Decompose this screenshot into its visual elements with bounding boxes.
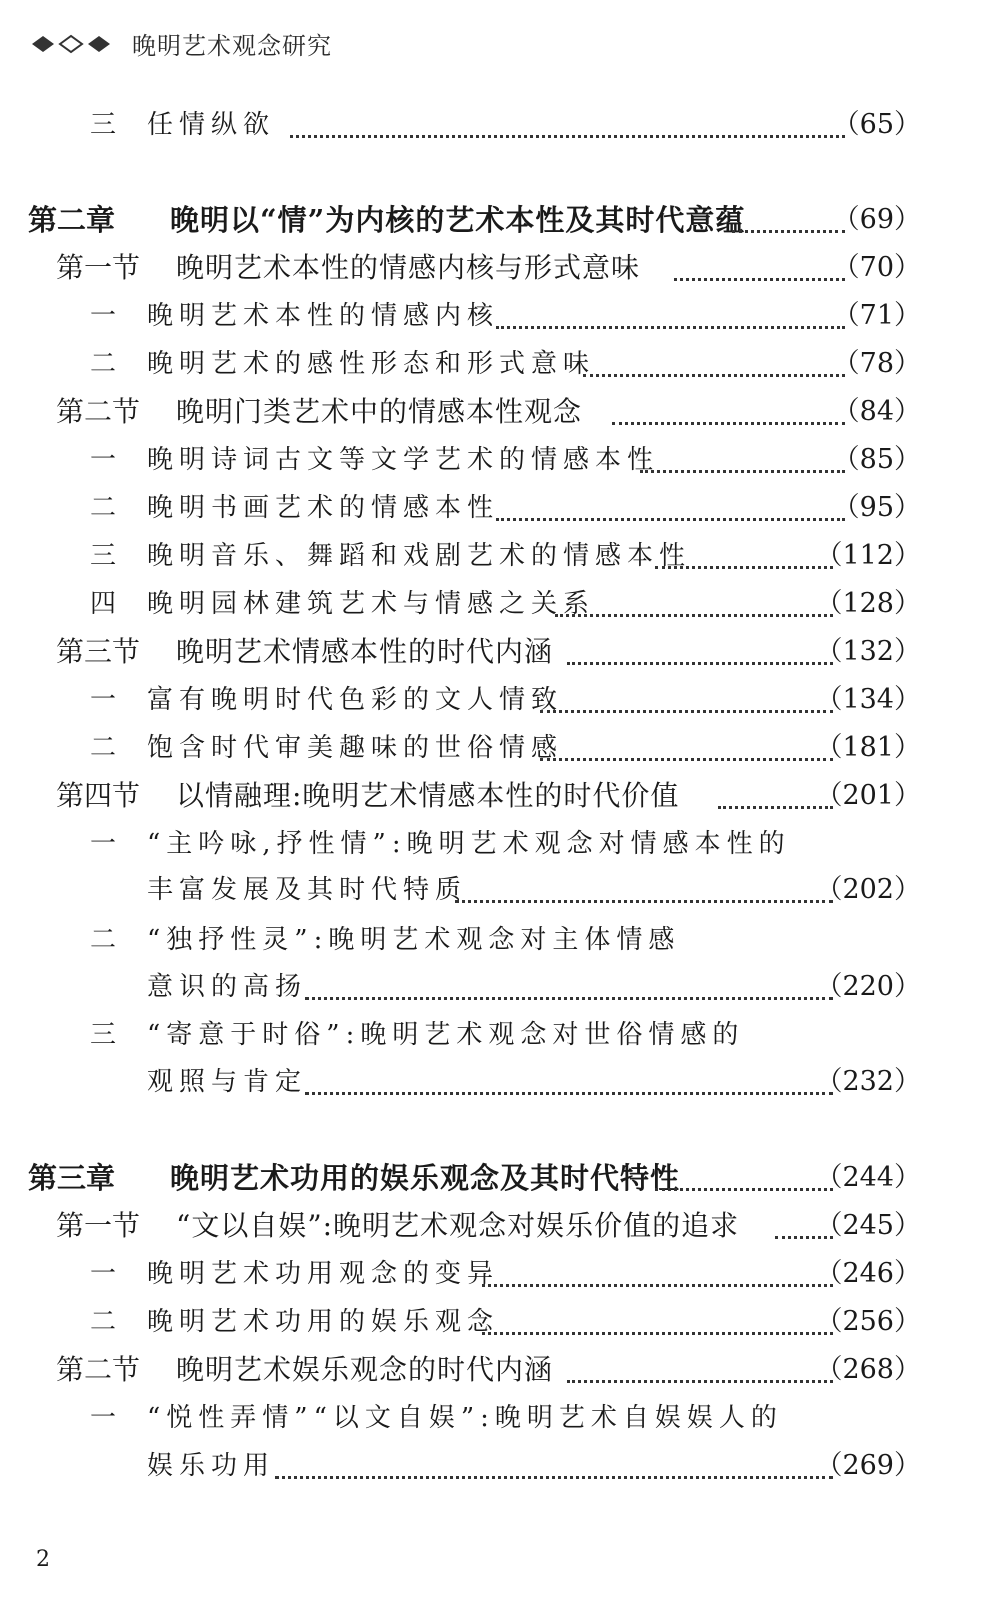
toc-entry-chapter[interactable] [0, 1158, 983, 1198]
dot-leader [482, 1264, 833, 1287]
toc-entry-prefix: 二 [90, 349, 117, 379]
toc-entry-prefix: 第一节 [56, 251, 141, 284]
toc-entry-page: （245） [815, 1210, 921, 1241]
dot-leader [567, 642, 833, 665]
toc-entry-page: （201） [815, 780, 921, 811]
toc-entry-page: （246） [815, 1258, 921, 1289]
toc-entry-item[interactable] [0, 105, 983, 145]
toc-entry-title: 丰富发展及其时代特质 [147, 875, 468, 905]
toc-entry-title: 晚明艺术本性的情感内核与形式意味 [176, 251, 641, 284]
toc-entry-prefix: 三 [90, 1020, 117, 1050]
toc-entry-page: （181） [815, 732, 921, 763]
toc-entry-title: 晚明音乐、舞蹈和戏剧艺术的情感本性 [147, 541, 692, 571]
toc-entry-title: 晚明以“情”为内核的艺术本性及其时代意蕴 [170, 203, 746, 237]
page-number: 2 [36, 1547, 50, 1572]
dot-leader [275, 1456, 833, 1479]
toc-entry-title: 晚明艺术功用的娱乐观念及其时代特性 [170, 1161, 681, 1195]
toc-entry-section[interactable] [0, 1206, 983, 1246]
dot-leader [305, 1072, 833, 1095]
toc-entry-title: 观照与肯定 [147, 1067, 308, 1097]
toc-entry-title: “主吟咏,抒性情”:晚明艺术观念对情感本性的 [147, 829, 791, 859]
toc-entry-prefix: 第二章 [28, 203, 116, 237]
toc-entry-page: （69） [832, 204, 921, 235]
toc-entry-item[interactable] [0, 1015, 983, 1055]
toc-entry-page: （256） [815, 1306, 921, 1337]
dot-leader [496, 498, 845, 521]
dot-leader [555, 594, 833, 617]
toc-entry-item[interactable] [0, 584, 983, 624]
toc-entry-prefix: 二 [90, 733, 117, 763]
toc-entry-section[interactable] [0, 392, 983, 432]
toc-entry-chapter[interactable] [0, 200, 983, 240]
toc-entry-prefix: 一 [90, 445, 117, 475]
toc-entry-prefix: 三 [90, 541, 117, 571]
toc-entry-item[interactable] [0, 296, 983, 336]
toc-entry-title: 晚明艺术本性的情感内核 [147, 301, 500, 331]
dot-leader [305, 977, 833, 1000]
dot-leader [732, 210, 845, 233]
toc-entry-prefix: 第二节 [56, 1353, 141, 1386]
toc-entry-page: （85） [832, 444, 921, 475]
toc-entry-title: 晚明艺术娱乐观念的时代内涵 [176, 1353, 554, 1386]
dot-leader [496, 306, 845, 329]
dot-leader [640, 450, 845, 473]
toc-entry-title: 晚明诗词古文等文学艺术的情感本性 [147, 445, 660, 475]
dot-leader [583, 354, 845, 377]
toc-entry-page: （244） [815, 1162, 921, 1193]
toc-entry-page: （128） [815, 588, 921, 619]
toc-entry-item[interactable] [0, 344, 983, 384]
dot-leader [455, 880, 833, 903]
toc-entry-item[interactable] [0, 824, 983, 864]
toc-entry-page: （132） [815, 636, 921, 667]
toc-entry-section[interactable] [0, 248, 983, 288]
toc-entry-section[interactable] [0, 632, 983, 672]
toc-entry-item[interactable] [0, 1062, 983, 1102]
toc-entry-page: （65） [832, 109, 921, 140]
toc-entry-page: （84） [832, 396, 921, 427]
toc-entry-item[interactable] [0, 440, 983, 480]
book-title: 晚明艺术观念研究 [132, 32, 332, 60]
toc-entry-prefix: 一 [90, 301, 117, 331]
toc-entry-prefix: 一 [90, 829, 117, 859]
dot-leader [290, 115, 845, 138]
toc-entry-prefix: 一 [90, 685, 117, 715]
toc-entry-page: （95） [832, 492, 921, 523]
toc-entry-page: （232） [815, 1066, 921, 1097]
toc-entry-prefix: 二 [90, 925, 117, 955]
toc-entry-page: （71） [832, 300, 921, 331]
toc-entry-page: （112） [815, 540, 921, 571]
toc-entry-title: 晚明艺术功用观念的变异 [147, 1259, 500, 1289]
toc-entry-title: 晚明园林建筑艺术与情感之关系 [147, 589, 596, 619]
toc-entry-item[interactable] [0, 1398, 983, 1438]
toc-entry-section[interactable] [0, 776, 983, 816]
toc-entry-title: “寄意于时俗”:晚明艺术观念对世俗情感的 [147, 1020, 745, 1050]
toc-entry-prefix: 第三章 [28, 1161, 116, 1195]
dot-leader [567, 1360, 833, 1383]
toc-entry-prefix: 第三节 [56, 635, 141, 668]
toc-entry-page: （70） [832, 252, 921, 283]
dot-leader [674, 258, 845, 281]
dot-leader [655, 1168, 833, 1191]
toc-entry-item[interactable] [0, 920, 983, 960]
toc-entry-item[interactable] [0, 728, 983, 768]
dot-leader [612, 402, 845, 425]
toc-entry-title: 饱含时代审美趣味的世俗情感 [147, 733, 564, 763]
toc-entry-title: 晚明艺术的感性形态和形式意味 [147, 349, 596, 379]
toc-entry-item[interactable] [0, 1302, 983, 1342]
toc-entry-page: （202） [815, 874, 921, 905]
toc-entry-title: 晚明门类艺术中的情感本性观念 [176, 395, 583, 428]
toc-entry-section[interactable] [0, 1350, 983, 1390]
toc-entry-prefix: 二 [90, 493, 117, 523]
toc-entry-title: 富有晚明时代色彩的文人情致 [147, 685, 564, 715]
toc-entry-prefix: 二 [90, 1307, 117, 1337]
toc-entry-prefix: 第二节 [56, 395, 141, 428]
toc-entry-title: 晚明书画艺术的情感本性 [147, 493, 500, 523]
dot-leader [655, 546, 833, 569]
toc-entry-item[interactable] [0, 1446, 983, 1486]
toc-entry-item[interactable] [0, 680, 983, 720]
toc-entry-title: 意识的高扬 [147, 972, 308, 1002]
toc-entry-prefix: 四 [90, 589, 117, 619]
toc-entry-item[interactable] [0, 967, 983, 1007]
toc-entry-prefix: 一 [90, 1403, 117, 1433]
toc-entry-prefix: 一 [90, 1259, 117, 1289]
toc-entry-prefix: 第一节 [56, 1209, 141, 1242]
toc-entry-item[interactable] [0, 1254, 983, 1294]
toc-entry-page: （268） [815, 1354, 921, 1385]
dot-leader [482, 1312, 833, 1335]
toc-entry-page: （78） [832, 348, 921, 379]
toc-entry-title: “文以自娱”:晚明艺术观念对娱乐价值的追求 [176, 1209, 740, 1242]
toc-entry-title: 晚明艺术情感本性的时代内涵 [176, 635, 554, 668]
toc-entry-title: 以情融理:晚明艺术情感本性的时代价值 [176, 779, 680, 812]
toc-entry-item[interactable] [0, 870, 983, 910]
toc-entry-title: 晚明艺术功用的娱乐观念 [147, 1307, 500, 1337]
toc-entry-title: 任情纵欲 [147, 110, 276, 140]
dot-leader [540, 738, 833, 761]
toc-entry-item[interactable] [0, 488, 983, 528]
toc-entry-prefix: 三 [90, 110, 117, 140]
toc-entry-title: 娱乐功用 [147, 1451, 276, 1481]
toc-entry-prefix: 第四节 [56, 779, 141, 812]
toc-entry-title: “悦性弄情”“以文自娱”:晚明艺术自娱娱人的 [147, 1403, 783, 1433]
dot-leader [540, 690, 833, 713]
toc-entry-item[interactable] [0, 536, 983, 576]
toc-entry-page: （269） [815, 1450, 921, 1481]
toc-entry-page: （134） [815, 684, 921, 715]
toc-entry-title: “独抒性灵”:晚明艺术观念对主体情感 [147, 925, 681, 955]
toc-entry-page: （220） [815, 971, 921, 1002]
